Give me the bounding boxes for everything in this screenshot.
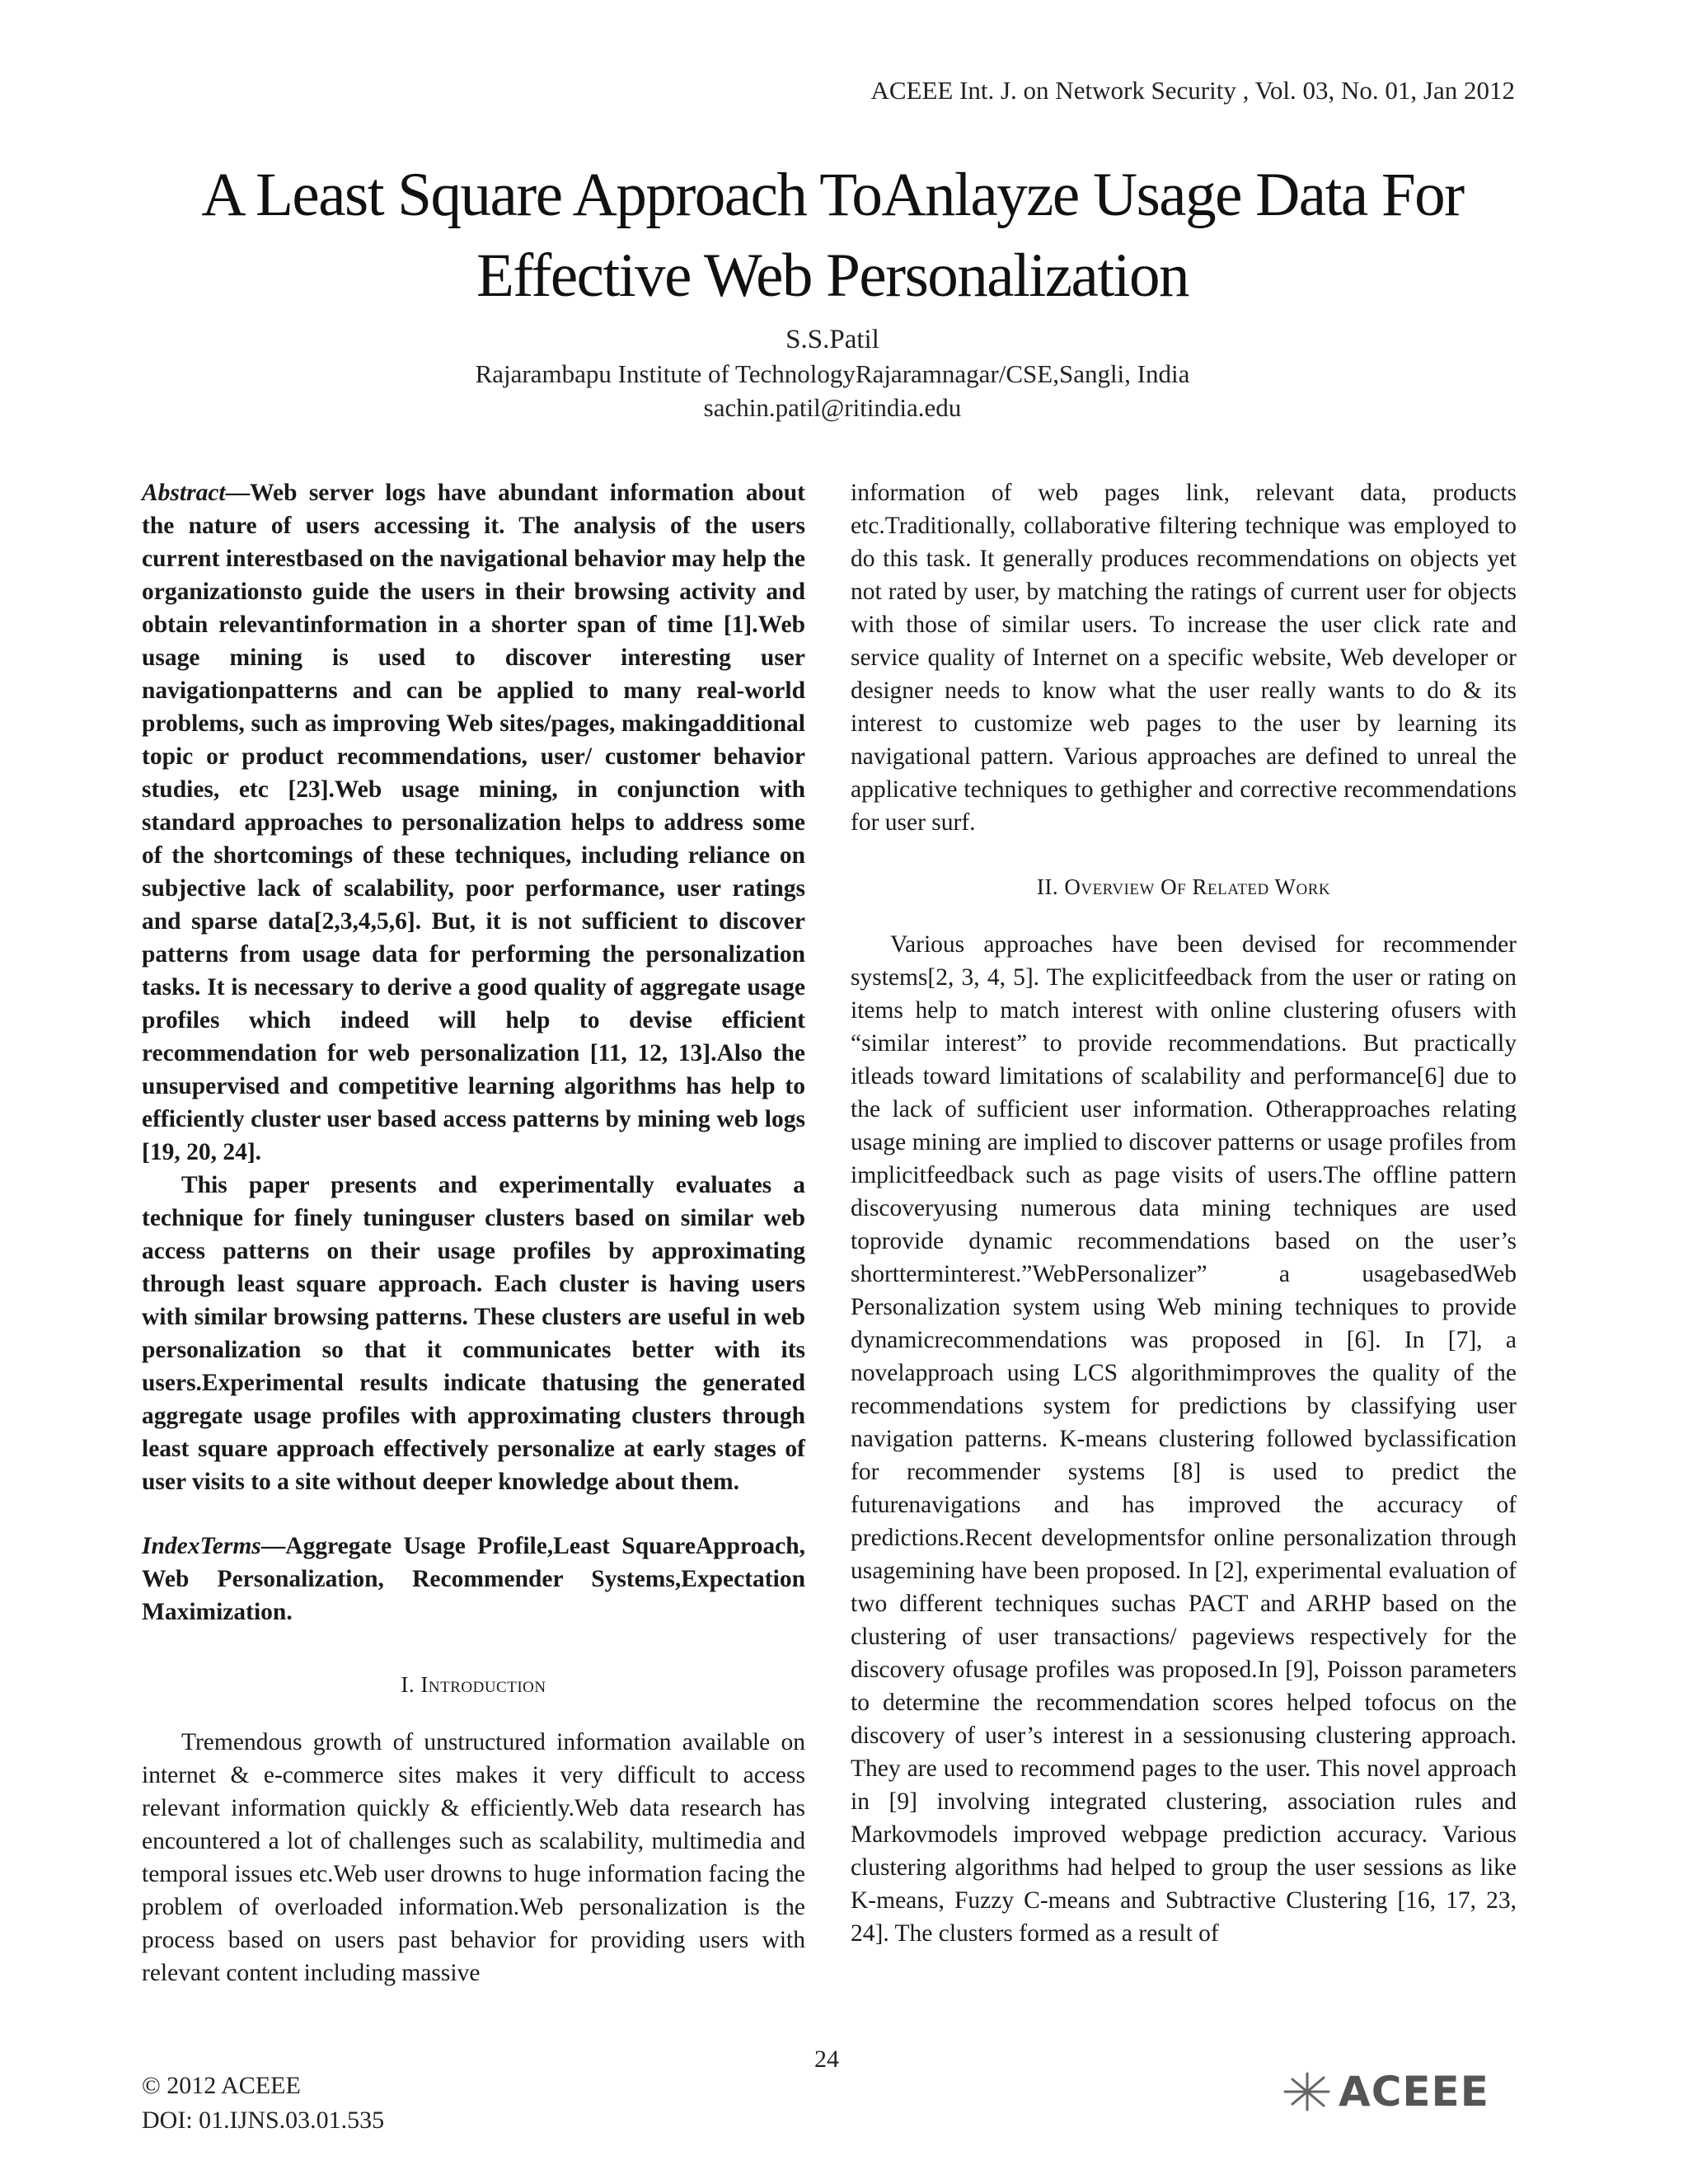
title-line-1: A Least Square Approach ToAnlayze Usage Data For xyxy=(201,161,1464,229)
abstract-paragraph-2: This paper presents and experimentally evaluates a technique for finely tuninguser clusters based on similar web access patterns on their usage profiles by approximating through least square approach. Each cluster is having users with similar browsing patterns. These clusters are useful in web personalization so that it communicates better with its users.Experimental results indicate thatusing the generated aggregate usage profiles with approximating clusters through least square approach effectively personalize at early stages of user visits to a site without deeper knowledge about them. xyxy=(142,1172,805,1495)
paper-title xyxy=(99,155,1566,316)
abstract-label: Abstract xyxy=(142,480,226,506)
star-burst-icon xyxy=(1282,2071,1330,2112)
doi: DOI: 01.IJNS.03.01.535 xyxy=(142,2107,385,2134)
index-terms xyxy=(142,1530,805,1629)
page-number: 24 xyxy=(814,2046,839,2073)
index-terms-text: —Aggregate Usage Profile,Least SquareApproach, Web Personalization, Recommender Systems,Expectation Maximization. xyxy=(142,1533,805,1625)
author-affiliation: Rajarambapu Institute of TechnologyRajaramnagar/CSE,Sangli, India xyxy=(475,359,1190,388)
abstract-text: —Web server logs have abundant information about the nature of users accessing it. The analysis of the users current interestbased on the navigational behavior may help the organizationsto guide the users in their browsing activity and obtain relevantinformation in a shorter span of time [1].Web usage mining is used to discover interesting user navigationpatterns and can be applied to many real-world problems, such as improving Web sites/pages, makingadditional topic or product recommendations, user/ customer behavior studies, etc [23].Web usage mining, in conjunction with standard approaches to personalization helps to address some of the shortcomings of these techniques, including reliance on subjective lack of scalability, poor performance, user ratings and sparse data[2,3,4,5,6]. But, it is not sufficient to discover patterns from usage data for performing the personalization tasks. It is necessary to derive a good quality of aggregate usage profiles which indeed will help to devise efficient recommendation for web personalization [11, 12, 13].Also the unsupervised and competitive learning algorithms has help to efficiently cluster user based access patterns by mining web logs [19, 20, 24]. xyxy=(142,480,805,1165)
copyright-notice: © 2012 ACEEE xyxy=(142,2072,301,2099)
author-block xyxy=(165,323,1500,424)
abstract xyxy=(142,476,805,1169)
section-heading-related-work: II. Overview Of Related Work xyxy=(1036,874,1331,899)
introduction-continued: information of web pages link, relevant data, products etc.Traditionally, collaborative filtering technique was employed to do this task. It generally produces recommendations on objects yet not rated by user, by matching the ratings of current user for objects with those of similar users. To increase the user click rate and service quality of Internet on a specific website, Web developer or designer needs to know what the user really wants to do & its interest to customize web pages to the user by learning its navigational pattern. Various approaches are defined to unreal the applicative techniques to gethigher and corrective recommendations for user surf. xyxy=(851,480,1517,836)
related-work-paragraph: Various approaches have been devised for recommender systems[2, 3, 4, 5]. The explicitfeedback from the user or rating on items help to match interest with online clustering ofusers with “similar interest” to provide recommendations. But practically itleads toward limitations of scalability and performance[6] due to the lack of sufficient user information. Otherapproaches relating usage mining are implied to discover patterns or usage profiles from implicitfeedback such as page visits of users.The offline pattern discoveryusing numerous data mining techniques are used toprovide dynamic recommendations based on the user’s shortterminterest.”WebPersonalizer” a usagebasedWeb Personalization system using Web mining techniques to provide dynamicrecommendations was proposed in [6]. In [7], a novelapproach using LCS algorithmimproves the quality of the recommendations system for predictions by classifying user navigation patterns. K-means clustering followed byclassification for recommender systems [8] is used to predict the futurenavigations and has improved the accuracy of predictions.Recent developmentsfor online personalization through usagemining have been proposed. In [2], experimental evaluation of two different techniques suchas PACT and ARHP based on the clustering of user transactions/ pageviews respectively for the discovery ofusage profiles was proposed.In [9], Poisson parameters to determine the recommendation scores helped tofocus on the discovery of user’s interest in a sessionusing clustering approach. They are used to recommend pages to the user. This novel approach in [9] involving integrated clustering, association rules and Markovmodels improved webpage prediction accuracy. Various clustering algorithms had helped to group the user sessions as like K-means, Fuzzy C-means and Subtractive Clustering [16, 17, 23, 24]. The clusters formed as a result of xyxy=(851,931,1517,1947)
logo-text: ACEEE xyxy=(1339,2068,1489,2116)
author-name: S.S.Patil xyxy=(785,325,879,354)
section-heading-introduction: I. Introduction xyxy=(401,1672,546,1697)
right-column xyxy=(851,476,1517,1950)
running-head: ACEEE Int. J. on Network Security , Vol. 03, No. 01, Jan 2012 xyxy=(870,76,1515,105)
introduction-paragraph: Tremendous growth of unstructured information available on internet & e-commerce sites makes it very difficult to access relevant information quickly & efficiently.Web data research has encountered a lot of challenges such as scalability, multimedia and temporal issues etc.Web user drowns to huge information facing the problem of overloaded information.Web personalization is the process based on users past behavior for providing users with relevant content including massive xyxy=(142,1729,805,1986)
author-email: sachin.patil@ritindia.edu xyxy=(703,393,962,422)
title-line-2: Effective Web Personalization xyxy=(476,241,1189,310)
left-column xyxy=(142,476,805,1990)
footer-info xyxy=(142,2069,384,2138)
publisher-logo xyxy=(1282,2067,1522,2116)
index-terms-label: IndexTerms xyxy=(142,1533,261,1559)
